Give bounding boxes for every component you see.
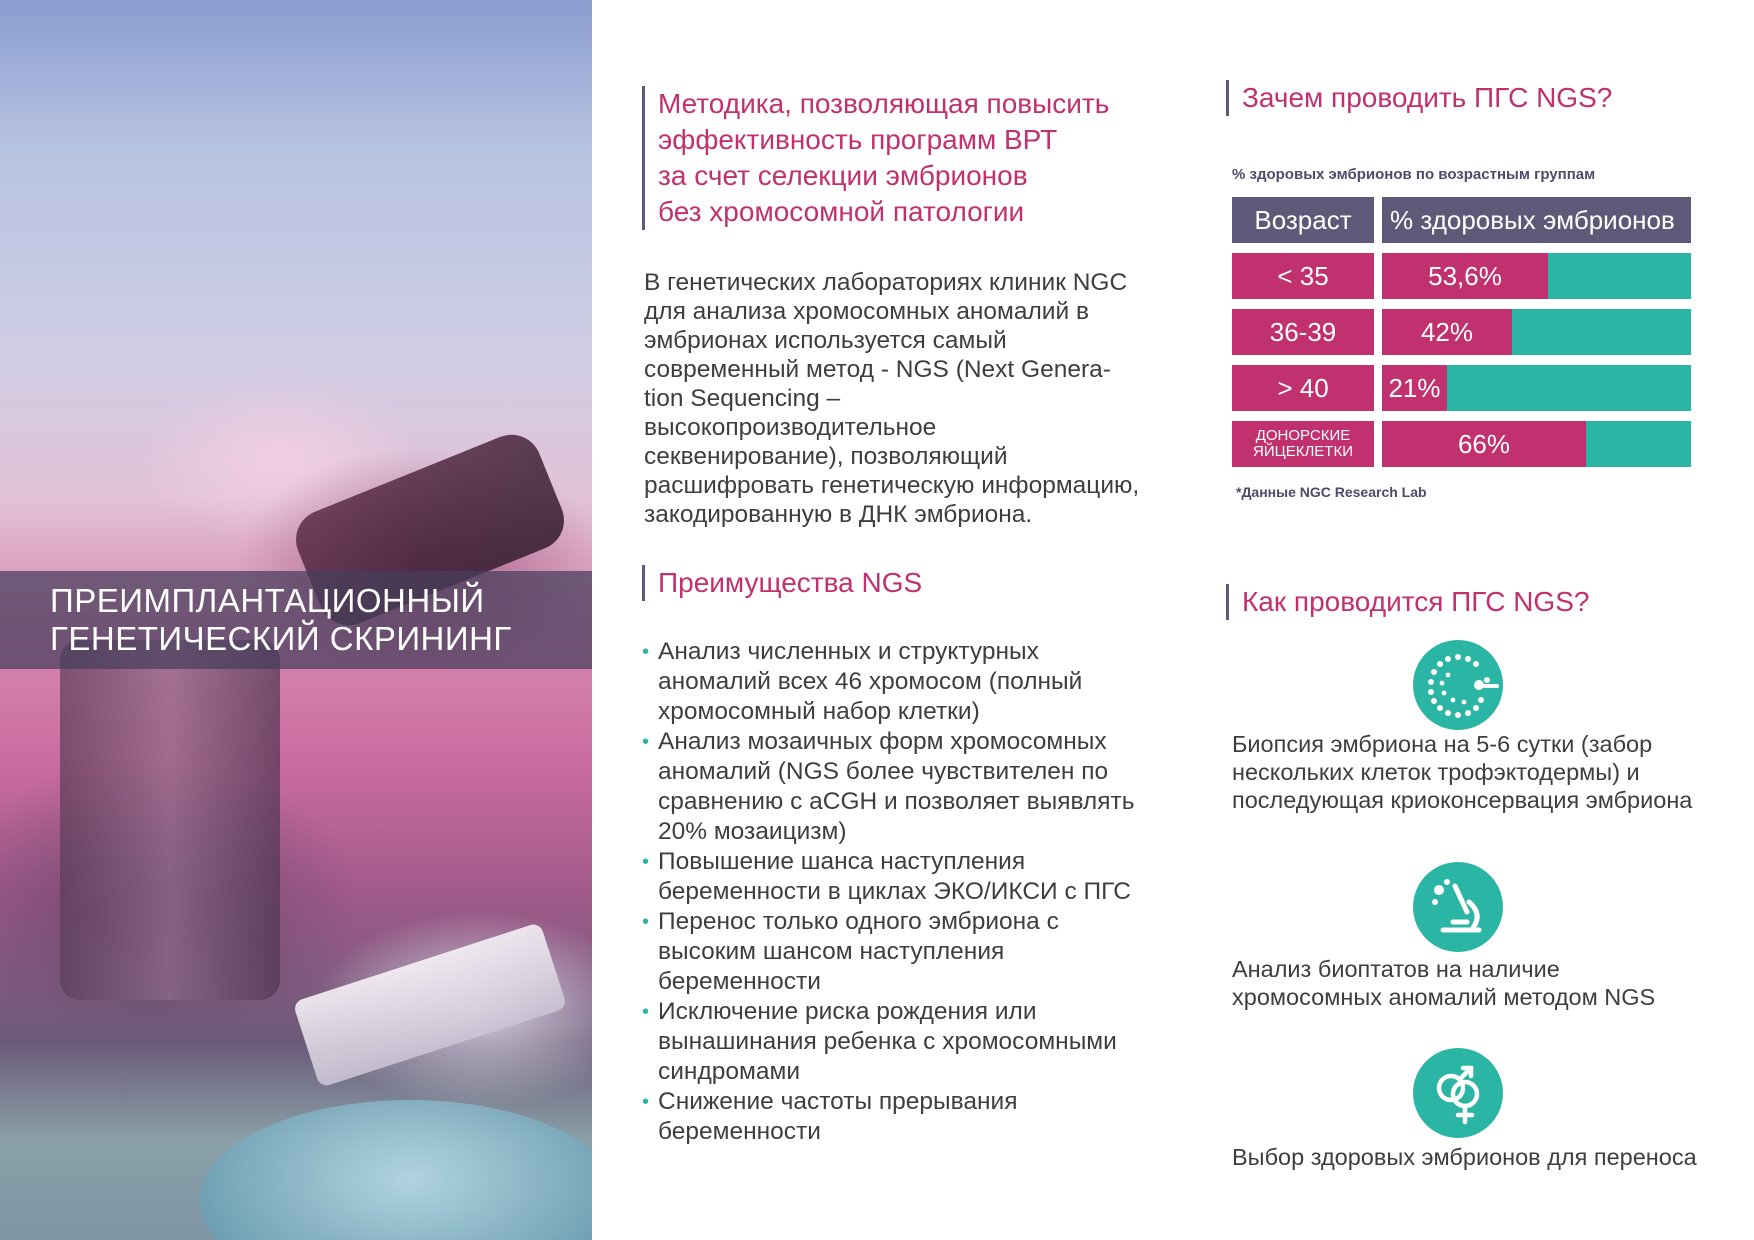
- step-text-line: Анализ биоптатов на наличие: [1232, 956, 1560, 982]
- list-item-line: 20% мозаицизм): [658, 818, 847, 845]
- cover-title-line2: ГЕНЕТИЧЕСКИЙ СКРИНИНГ: [50, 620, 512, 657]
- list-item: [642, 727, 1162, 847]
- list-item: [642, 847, 1162, 907]
- intro-heading-line: без хромосомной патологии: [658, 196, 1025, 227]
- list-item-line: • Повышение шанса наступления: [658, 848, 1026, 875]
- table-header-pct: % здоровых эмбрионов: [1390, 204, 1675, 235]
- percent-bar-rest: [1548, 253, 1691, 299]
- intro-heading: [642, 86, 1109, 230]
- intro-body-line: В генетических лабораториях клиник NGC: [644, 269, 1128, 296]
- cover-title-line1: ПРЕИМПЛАНТАЦИОННЫЙ: [50, 582, 485, 619]
- table-row: [1232, 309, 1691, 355]
- table-header-row: [1232, 197, 1691, 243]
- how-heading: Как проводится ПГС NGS?: [1226, 584, 1589, 620]
- percent-bar-label: 21%: [1388, 372, 1441, 403]
- percent-bar-cell: [1382, 309, 1691, 355]
- intro-body-line: расшифровать генетическую информацию,: [644, 472, 1140, 499]
- microscope-photo: [0, 0, 592, 1240]
- percent-bar-rest: [1586, 421, 1691, 467]
- list-item: [642, 1087, 1162, 1147]
- step-text-analysis: [1232, 955, 1655, 1011]
- table-header-pct-cell: [1382, 197, 1691, 243]
- list-item: [642, 637, 1162, 727]
- step-text-line: Выбор здоровых эмбрионов для переноса: [1232, 1144, 1697, 1170]
- list-item-line: сравнению с aCGH и позволяет выявлять: [658, 788, 1135, 815]
- intro-heading-line: эффективность программ ВРТ: [658, 124, 1058, 155]
- microscope-icon: [1413, 862, 1503, 952]
- list-item-line: • Исключение риска рождения или: [658, 998, 1037, 1025]
- embryo-biopsy-icon: [1413, 640, 1503, 730]
- intro-body-line: tion Sequencing –: [644, 385, 841, 412]
- list-item-line: аномалий (NGS более чувствителен по: [658, 758, 1109, 785]
- percent-bar-cell: [1382, 365, 1691, 411]
- step-text-line: последующая криоконсервация эмбриона: [1232, 787, 1693, 813]
- age-group-label-line: ЯЙЦЕКЛЕТКИ: [1253, 443, 1353, 460]
- why-heading: Зачем проводить ПГС NGS?: [1226, 80, 1612, 116]
- table-row: [1232, 253, 1691, 299]
- percent-bar-rest: [1512, 309, 1691, 355]
- intro-body-line: высокопроизводительное: [644, 414, 937, 441]
- list-item-line: вынашинания ребенка с хромосомными: [658, 1028, 1117, 1055]
- intro-body-line: закодированную в ДНК эмбриона.: [644, 501, 1033, 528]
- list-item-line: • Перенос только одного эмбриона с: [658, 908, 1059, 935]
- intro-heading-line: Методика, позволяющая повысить: [658, 88, 1110, 119]
- photo-slide: [292, 922, 567, 1088]
- age-group-label: [1232, 421, 1374, 467]
- list-item-line: высоким шансом наступления: [658, 938, 1005, 965]
- table-row: [1232, 421, 1691, 467]
- photo-microscope-body: [60, 640, 280, 1000]
- list-item-line: • Анализ численных и структурных: [658, 638, 1039, 665]
- list-item-line: • Снижение частоты прерывания: [658, 1088, 1018, 1115]
- intro-body-line: секвенирование), позволяющий: [644, 443, 1008, 470]
- step-text-line: Биопсия эмбриона на 5-6 сутки (забор: [1232, 731, 1653, 757]
- percent-bar-cell: [1382, 421, 1691, 467]
- intro-heading-line: за счет селекции эмбрионов: [658, 160, 1028, 191]
- intro-body-line: эмбрионах используется самый: [644, 327, 1007, 354]
- photo-glove: [200, 1100, 592, 1240]
- percent-bar-label: 53,6%: [1428, 260, 1502, 291]
- chart-source-note: *Данные NGC Research Lab: [1236, 484, 1427, 500]
- table-row: [1232, 365, 1691, 411]
- percent-bar-rest: [1447, 365, 1691, 411]
- step-text-biopsy: [1232, 730, 1692, 814]
- advantages-heading: Преимущества NGS: [642, 565, 922, 601]
- age-group-label: < 35: [1232, 253, 1374, 299]
- cover-title-band: [0, 571, 592, 669]
- intro-body-line: современный метод - NGS (Next Genera-: [644, 356, 1111, 383]
- step-text-line: нескольких клеток трофэктодермы) и: [1232, 759, 1640, 785]
- list-item-line: беременности: [658, 968, 821, 995]
- list-item: [642, 997, 1162, 1087]
- age-group-label-line: ДОНОРСКИЕ: [1255, 427, 1351, 444]
- step-text-selection: [1232, 1143, 1697, 1171]
- step-text-line: хромосомных аномалий методом NGS: [1232, 984, 1656, 1010]
- table-header-age: Возраст: [1232, 197, 1374, 243]
- gender-symbols-icon: [1413, 1048, 1503, 1138]
- list-item-line: аномалий всех 46 хромосом (полный: [658, 668, 1083, 695]
- advantages-list: [642, 637, 1162, 1147]
- list-item-line: беременности: [658, 1118, 821, 1145]
- list-item-line: • Анализ мозаичных форм хромосомных: [658, 728, 1107, 755]
- list-item-line: беременности в циклах ЭКО/ИКСИ с ПГС: [658, 878, 1131, 905]
- list-item-line: синдромами: [658, 1058, 801, 1085]
- list-item-line: хромосомный набор клетки): [658, 698, 980, 725]
- intro-body-line: для анализа хромосомных аномалий в: [644, 298, 1089, 325]
- age-group-label: > 40: [1232, 365, 1374, 411]
- percent-bar-label: 66%: [1457, 428, 1511, 459]
- percent-bar-cell: [1382, 253, 1691, 299]
- chart-caption: % здоровых эмбрионов по возрастным группам: [1232, 166, 1596, 183]
- list-item: [642, 907, 1162, 997]
- age-group-label: 36-39: [1232, 309, 1374, 355]
- percent-bar-label: 42%: [1420, 316, 1474, 347]
- intro-body: [644, 268, 1139, 529]
